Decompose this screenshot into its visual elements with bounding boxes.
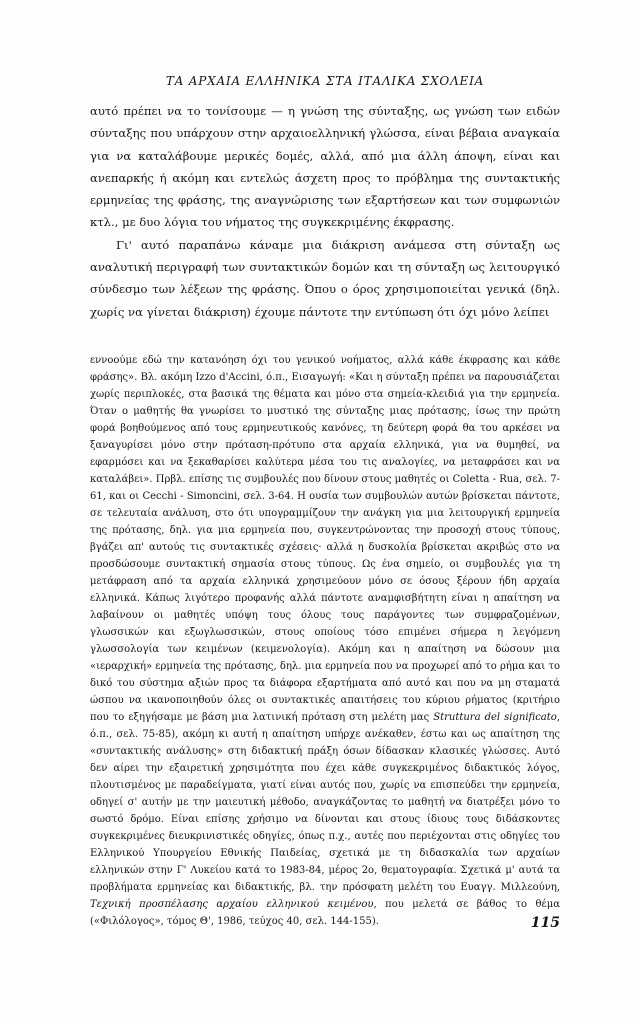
footnote-text-part-2: , ό.π., σελ. 75-85), ακόμη κι αυτή η απαίτηση υπήρχε ανέκαθεν, έστω και ως απαίτηση της «συντακτικής ανάλυσης» στη διδακτική πράξη όσων δίδασκαν κλασικές γλώσσες. Αυτό δεν αίρει την εξαιρετική χρησιμότητα που έχει κάθε συγκεκριμένος διδακτικός λόγος, πλουτισμένος με παραδείγματα, γιατί είναι αυτός που, χωρίς να επισπεύδει την ερμηνεία, οδηγεί σ' αυτήν με την μαιευτική μέθοδο, αναγκάζοντας το μαθητή να διατρέξει μόνο το σωστό δρόμο. Είναι επίσης χρήσιμο να δίνονται και στους ίδιους τους διδάσκοντες συγκεκριμένες διευκρινιστικές οδηγίες, όπως π.χ., αυτές που περιέχονται στις οδηγίες του Ελληνικού Υπουργείου Εθνικής Παιδείας, σχετικά με τη διδασκαλία των αρχαίων ελληνικών στην Γ' Λυκείου κατά το 1983-84, μέρος 2ο, θεματογραφία. Σχετικά μ' αυτά τα προβλήματα ερμηνείας και διδακτικής, βλ. την πρόσφατη μελέτη του Ευαγγ. Μιλλεούνη, bbox=[90, 712, 561, 893]
main-text bbox=[90, 100, 560, 323]
footnote-text-part-3: , που μελετά σε βάθος το θέμα («Φιλόλογος», τόμος Θ', 1986, τεύχος 40, σελ. 144-155). bbox=[90, 899, 560, 927]
page-number: 115 bbox=[530, 915, 560, 931]
body-paragraph-1: αυτό πρέπει να το τονίσουμε — η γνώση της σύνταξης, ως γνώση των ειδών σύνταξης που υπάρχουν στην αρχαιοελληνική γλώσσα, είναι βέβαια αναγκαία για να καταλάβουμε μερικές δομές, αλλά, από μια άλλη άποψη, είναι και ανεπαρκής ή ακόμη και εντελώς άσχετη προς το πρόβλημα της συντακτικής ερμηνείας της φράσης, της αναγνώρισης των εξαρτήσεων και των συμφωνιών κτλ., με δυο λόγια του νήματος της συγκεκριμένης έκφρασης. bbox=[90, 104, 560, 230]
body-paragraph-2: Γι' αυτό παραπάνω κάναμε μια διάκριση ανάμεσα στη σύνταξη ως αναλυτική περιγραφή των συντακτικών δομών και τη σύνταξη ως λειτουργικό σύνδεσμο των λέξεων της φράσης. Όπου ο όρος χρησιμοποιείται γενικά (δηλ. χωρίς να γίνεται διάκριση) έχουμε πάντοτε την εντύπωση ότι όχι μόνο λείπει bbox=[90, 237, 560, 319]
footnote-text-part-1: εννοούμε εδώ την κατανόηση όχι του γενικού νοήματος, αλλά κάθε έκφρασης και κάθε φράσης». Βλ. ακόμη Izzo d'Accini, ό.π., Εισαγωγή: «Και η σύνταξη πρέπει να παρουσιάζεται χωρίς περιπλοκές, στα βασικά της θέματα και μόνο στα σημεία-κλειδιά για την ερμηνεία. Όταν ο μαθητής θα γνωρίσει το μυστικό της σύνταξης μιας πρότασης, ίσως την πρώτη φορά βοηθούμενος από τους ερμηνευτικούς κανόνες, τη δεύτερη φορά θα του αρκέσει να ξαναγυρίσει μόνο στην πρόταση-πρότυπο στα αρχαία ελληνικά, για να θυμηθεί, να εφαρμόσει και να ξεκαθαρίσει καλύτερα μέσα του τις αναλογίες, να μεταφράσει και να καταλάβει». Πρβλ. επίσης τις συμβουλές που δίνουν στους μαθητές οι Coletta - Rua, σελ. 7-61, και οι Cecchi - Simoncini, σελ. 3-64. Η ουσία των συμβουλών αυτών βρίσκεται πάντοτε, σε τελευταία ανάλυση, στο ότι υπογραμμίζουν την ανάγκη για μια λειτουργική ερμηνεία της πρότασης, δηλ. για μια ερμηνεία που, συγκεντρώνοντας την προσοχή στους τύπους, βγάζει απ' αυτούς τις συντακτικές σχέσεις· αλλά η δυσκολία βρίσκεται ακριβώς στο να προσδώσουμε συντακτική σημασία στους τύπους. Ως ένα σημείο, οι συμβουλές για τη μετάφραση από τα αρχαία ελληνικά χρησιμεύουν μόνο σε όσους ξέρουν ήδη αρχαία ελληνικά. Κάπως λιγότερο προφανής αλλά πάντοτε αναμφισβήτητη είναι η απαίτηση να λαβαίνουν οι μαθητές υπόψη τους όλους τους παράγοντες των συμφραζομένων, γλωσσικών και εξωγλωσσικών, στους οποίους τόσο επιμένει σήμερα η λεγόμενη γλωσσολογία των κειμένων (κειμενολογία). Ακόμη και η απαίτηση να δώσουν μια «ιεραρχική» ερμηνεία της πρότασης, δηλ. μια ερμηνεία που να προχωρεί από το ρήμα και το δικό του σύστημα αξιών προς τα διάφορα εξαρτήματα από αυτό και που να μη σταματά ώσπου να ικανοποιηθούν όλες οι συντακτικές απαιτήσεις του κύριου ρήματος (κριτήριο που το εξηγήσαμε με βάση μια λατινική πρόταση στη μελέτη μας bbox=[90, 355, 560, 723]
footnote-cited-title-2: Τεχνική προσπέλασης αρχαίου ελληνικού κειμένου bbox=[90, 899, 374, 910]
footnote bbox=[90, 352, 560, 930]
footnote-cited-title-1: Struttura del significato bbox=[433, 712, 557, 723]
footnote-paragraph bbox=[90, 352, 560, 930]
running-header: ΤΑ ΑΡΧΑΙΑ ΕΛΛΗΝΙΚΑ ΣΤΑ ΙΤΑΛΙΚΑ ΣΧΟΛΕΙΑ bbox=[165, 74, 485, 88]
